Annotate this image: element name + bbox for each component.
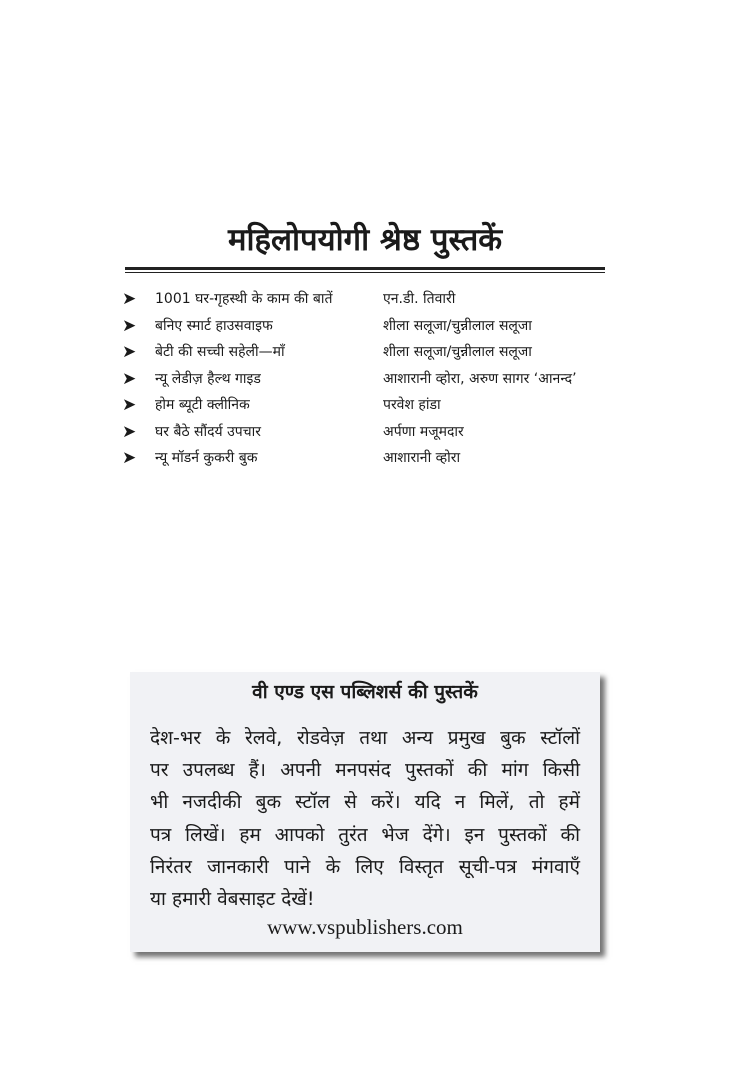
book-title: होम ब्यूटी क्लीनिक — [155, 397, 250, 413]
page-title: महिलोपयोगी श्रेष्ठ पुस्तकें — [227, 222, 503, 258]
book-title: घर बैठे सौंदर्य उपचार — [155, 423, 261, 440]
list-item — [122, 286, 622, 313]
book-title: न्यू लेडीज़ हैल्थ गाइड — [155, 370, 261, 387]
book-title: 1001 घर-गृहस्थी के काम की बातें — [155, 291, 333, 307]
list-item — [122, 313, 622, 340]
list-item — [122, 419, 622, 446]
body-line: देश-भर के रेलवे, रोडवेज़ तथा अन्य प्रमुख बुक स्टॉलों — [150, 727, 580, 749]
double-rule-divider — [125, 267, 605, 273]
book-author: आशारानी व्होरा — [383, 450, 461, 466]
body-line: भी नजदीकी बुक स्टॉल से करें। यदि न मिलें, तो हमें — [150, 791, 580, 814]
arrow-bullet-icon: ➤ — [122, 289, 137, 309]
book-author: शीला सलूजा/चुन्नीलाल सलूजा — [383, 317, 532, 334]
publisher-info-box — [130, 672, 600, 952]
body-line: या हमारी वेबसाइट देखें! — [150, 887, 315, 910]
book-author: एन.डी. तिवारी — [383, 291, 456, 307]
book-list — [122, 286, 622, 472]
arrow-bullet-icon: ➤ — [122, 395, 137, 415]
list-item — [122, 366, 622, 393]
website-link[interactable]: www.vspublishers.com — [267, 915, 463, 939]
book-title: न्यू मॉडर्न कुकरी बुक — [155, 450, 258, 466]
arrow-bullet-icon: ➤ — [122, 342, 137, 362]
list-item — [122, 339, 622, 366]
list-item — [122, 445, 622, 472]
body-line: पर उपलब्ध हैं। अपनी मनपसंद पुस्तकों की मांग किसी — [150, 759, 580, 782]
book-author: शीला सलूजा/चुन्नीलाल सलूजा — [383, 344, 532, 360]
arrow-bullet-icon: ➤ — [122, 448, 137, 468]
info-box-body — [150, 722, 580, 915]
book-title: बनिए स्मार्ट हाउसवाइफ — [155, 317, 273, 334]
arrow-bullet-icon: ➤ — [122, 315, 137, 336]
book-title: बेटी की सच्ची सहेली—माँ — [155, 344, 285, 360]
info-box-title: वी एण्ड एस पब्लिशर्स की पुस्तकें — [252, 681, 478, 703]
book-author: आशारानी व्होरा, अरुण सागर ‘आनन्द’ — [383, 370, 577, 387]
arrow-bullet-icon: ➤ — [122, 421, 137, 442]
body-line: निरंतर जानकारी पाने के लिए विस्तृत सूची-पत्र मंगवाएँ — [150, 855, 580, 878]
body-line: पत्र लिखें। हम आपको तुरंत भेज देंगे। इन पुस्तकों की — [150, 823, 580, 846]
list-item — [122, 392, 622, 419]
arrow-bullet-icon: ➤ — [122, 368, 137, 389]
book-author: परवेश हांडा — [383, 397, 441, 413]
book-author: अर्पणा मजूमदार — [383, 423, 464, 440]
